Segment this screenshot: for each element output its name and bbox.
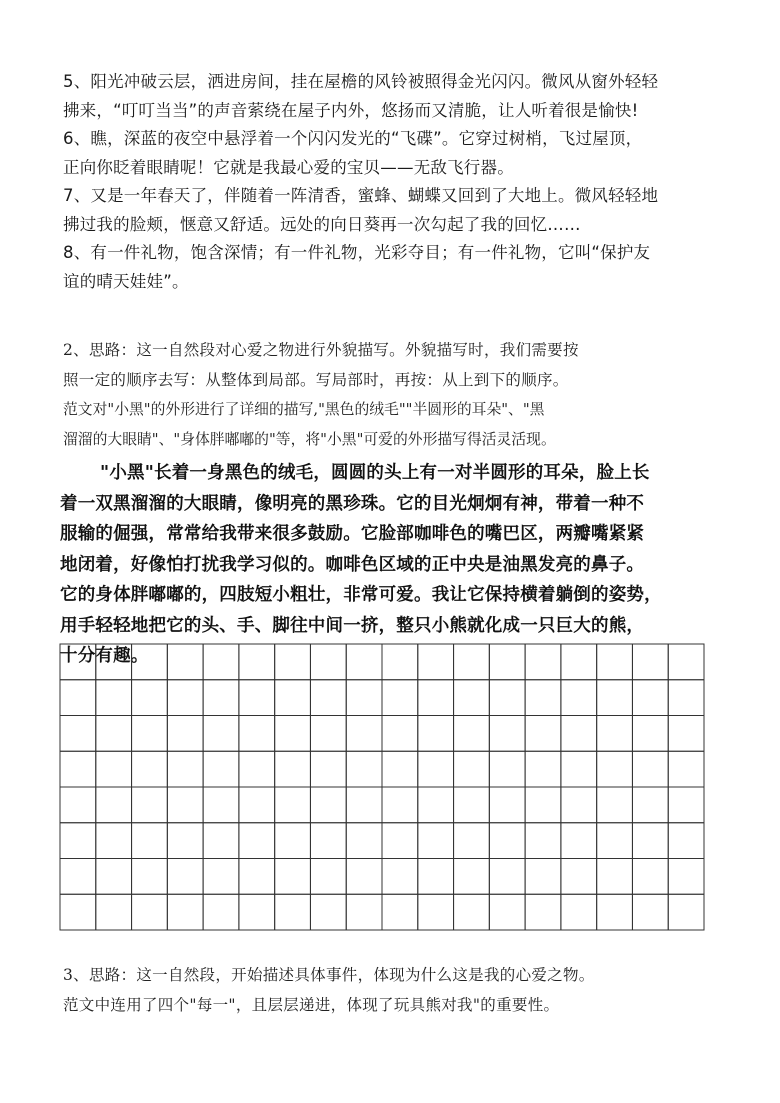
grid-cell[interactable] xyxy=(275,823,311,859)
grid-cell[interactable] xyxy=(346,787,382,823)
grid-cell[interactable] xyxy=(132,787,168,823)
grid-cell[interactable] xyxy=(96,644,132,680)
grid-cell[interactable] xyxy=(167,716,203,752)
grid-cell[interactable] xyxy=(96,787,132,823)
grid-cell[interactable] xyxy=(418,680,454,716)
grid-cell[interactable] xyxy=(382,787,418,823)
grid-cell[interactable] xyxy=(525,751,561,787)
grid-cell[interactable] xyxy=(203,859,239,895)
grid-cell[interactable] xyxy=(489,859,525,895)
grid-cell[interactable] xyxy=(275,716,311,752)
grid-cell[interactable] xyxy=(239,894,275,930)
note-line: 2、思路：这一自然段对心爱之物进行外貌描写。外貌描写时，我们需要按 xyxy=(63,341,579,359)
grid-cell[interactable] xyxy=(310,644,346,680)
grid-cell[interactable] xyxy=(525,716,561,752)
grid-cell[interactable] xyxy=(418,823,454,859)
grid-cell[interactable] xyxy=(632,859,668,895)
grid-cell[interactable] xyxy=(454,859,490,895)
grid-cell[interactable] xyxy=(275,644,311,680)
grid-cell[interactable] xyxy=(275,751,311,787)
grid-cell[interactable] xyxy=(632,894,668,930)
note-line: 照一定的顺序去写：从整体到局部。写局部时，再按：从上到下的顺序。 xyxy=(63,370,569,389)
example-line: 5、阳光冲破云层，洒进房间，挂在屋檐的风铃被照得金光闪闪。微风从窗外轻轻 xyxy=(63,72,659,91)
thinking-note-2 xyxy=(63,336,725,454)
grid-cell[interactable] xyxy=(275,859,311,895)
grid-cell[interactable] xyxy=(239,751,275,787)
grid-cell[interactable] xyxy=(489,787,525,823)
grid-cell[interactable] xyxy=(418,716,454,752)
grid-cell[interactable] xyxy=(668,751,704,787)
grid-cell[interactable] xyxy=(489,644,525,680)
grid-cell[interactable] xyxy=(132,716,168,752)
grid-cell[interactable] xyxy=(167,859,203,895)
grid-cell[interactable] xyxy=(346,644,382,680)
grid-cell[interactable] xyxy=(132,680,168,716)
grid-cell[interactable] xyxy=(632,787,668,823)
grid-cell[interactable] xyxy=(597,680,633,716)
grid-cell[interactable] xyxy=(167,823,203,859)
grid-cell[interactable] xyxy=(489,716,525,752)
grid-cell[interactable] xyxy=(167,894,203,930)
grid-cell[interactable] xyxy=(382,894,418,930)
grid-cell[interactable] xyxy=(60,644,96,680)
example-line: 谊的晴天娃娃”。 xyxy=(63,271,189,291)
grid-cell[interactable] xyxy=(132,644,168,680)
grid-cell[interactable] xyxy=(668,823,704,859)
grid-cell[interactable] xyxy=(525,680,561,716)
grid-cell[interactable] xyxy=(525,644,561,680)
grid-cell[interactable] xyxy=(454,716,490,752)
grid-cell[interactable] xyxy=(239,787,275,823)
grid-cell[interactable] xyxy=(167,751,203,787)
grid-cell[interactable] xyxy=(239,859,275,895)
grid-cell[interactable] xyxy=(561,716,597,752)
grid-cell[interactable] xyxy=(382,680,418,716)
note-line: 范文中连用了四个"每一"，且层层递进，体现了玩具熊对我"的重要性。 xyxy=(63,995,560,1014)
grid-cell[interactable] xyxy=(597,823,633,859)
grid-cell[interactable] xyxy=(167,644,203,680)
grid-cell[interactable] xyxy=(60,680,96,716)
note-line: 3、思路：这一自然段，开始描述具体事件，体现为什么这是我的心爱之物。 xyxy=(63,966,595,984)
example-line: 拂来，“叮叮当当”的声音萦绕在屋子内外，悠扬而又清脆，让人听着很是愉快! xyxy=(63,100,639,120)
grid-cell[interactable] xyxy=(346,894,382,930)
grid-cell[interactable] xyxy=(561,751,597,787)
grid-cell[interactable] xyxy=(275,787,311,823)
grid-cell[interactable] xyxy=(310,751,346,787)
writing-grid-svg[interactable] xyxy=(59,643,705,931)
grid-cell[interactable] xyxy=(346,859,382,895)
grid-cell[interactable] xyxy=(60,751,96,787)
essay-line: 地闭着，好像怕打扰我学习似的。咖啡色区域的正中央是油黑发亮的鼻子。 xyxy=(60,554,645,575)
grid-cell[interactable] xyxy=(668,787,704,823)
grid-cell[interactable] xyxy=(167,680,203,716)
grid-cell[interactable] xyxy=(60,787,96,823)
grid-cell[interactable] xyxy=(597,894,633,930)
essay-line: 用手轻轻地把它的头、手、脚往中间一挤，整只小熊就化成一只巨大的熊， xyxy=(60,615,645,636)
grid-cell[interactable] xyxy=(382,644,418,680)
grid-cell[interactable] xyxy=(203,823,239,859)
grid-cell[interactable] xyxy=(96,859,132,895)
grid-cell[interactable] xyxy=(489,751,525,787)
grid-cell[interactable] xyxy=(346,823,382,859)
grid-cell[interactable] xyxy=(96,680,132,716)
grid-cell[interactable] xyxy=(346,716,382,752)
grid-cell[interactable] xyxy=(203,716,239,752)
grid-cell[interactable] xyxy=(239,716,275,752)
grid-cell[interactable] xyxy=(597,787,633,823)
essay-line: 着一双黑溜溜的大眼睛，像明亮的黑珍珠。它的目光炯炯有神，带着一种不 xyxy=(60,493,645,514)
grid-cell[interactable] xyxy=(561,787,597,823)
grid-cell[interactable] xyxy=(310,680,346,716)
grid-cell[interactable] xyxy=(632,823,668,859)
grid-cell[interactable] xyxy=(310,859,346,895)
grid-cell[interactable] xyxy=(561,680,597,716)
grid-cell[interactable] xyxy=(310,787,346,823)
example-line: 6、瞧，深蓝的夜空中悬浮着一个闪闪发光的“飞碟”。它穿过树梢，飞过屋顶， xyxy=(63,129,643,148)
grid-cell[interactable] xyxy=(418,644,454,680)
grid-cell[interactable] xyxy=(96,751,132,787)
example-line: 7、又是一年春天了，伴随着一阵清香，蜜蜂、蝴蝶又回到了大地上。微风轻轻地 xyxy=(63,186,659,205)
grid-cell[interactable] xyxy=(167,787,203,823)
grid-cell[interactable] xyxy=(489,680,525,716)
note-line: 溜溜的大眼睛"、"身体胖嘟嘟的"等，将"小黑"可爱的外形描写得活灵活现。 xyxy=(63,430,556,448)
grid-cell[interactable] xyxy=(454,751,490,787)
grid-cell[interactable] xyxy=(239,823,275,859)
grid-cell[interactable] xyxy=(632,680,668,716)
essay-line: "小黑"长着一身黑色的绒毛，圆圆的头上有一对半圆形的耳朵，脸上长 xyxy=(100,463,650,483)
grid-cell[interactable] xyxy=(668,716,704,752)
grid-cell[interactable] xyxy=(310,894,346,930)
grid-cell[interactable] xyxy=(418,859,454,895)
opening-examples-list xyxy=(63,68,723,296)
grid-cell[interactable] xyxy=(203,751,239,787)
thinking-note-3 xyxy=(63,961,725,1020)
grid-cell[interactable] xyxy=(310,823,346,859)
grid-cell[interactable] xyxy=(275,680,311,716)
grid-cell[interactable] xyxy=(597,859,633,895)
grid-cell[interactable] xyxy=(632,716,668,752)
grid-cell[interactable] xyxy=(239,644,275,680)
grid-cell[interactable] xyxy=(132,894,168,930)
example-line: 正向你眨着眼睛呢！它就是我最心爱的宝贝——无敌飞行器。 xyxy=(63,157,514,177)
grid-cell[interactable] xyxy=(454,644,490,680)
grid-cell[interactable] xyxy=(132,823,168,859)
essay-line: 服输的倔强，常常给我带来很多鼓励。它脸部咖啡色的嘴巴区，两瓣嘴紧紧 xyxy=(60,524,645,544)
grid-cell[interactable] xyxy=(96,716,132,752)
grid-cell[interactable] xyxy=(561,644,597,680)
grid-cell[interactable] xyxy=(668,894,704,930)
grid-cell[interactable] xyxy=(668,644,704,680)
grid-cell[interactable] xyxy=(382,716,418,752)
grid-cell[interactable] xyxy=(597,751,633,787)
grid-cell[interactable] xyxy=(346,680,382,716)
grid-cell[interactable] xyxy=(525,787,561,823)
grid-cell[interactable] xyxy=(632,644,668,680)
grid-cell[interactable] xyxy=(454,823,490,859)
grid-cell[interactable] xyxy=(597,644,633,680)
example-line: 8、有一件礼物，饱含深情；有一件礼物，光彩夺目；有一件礼物，它叫“保护友 xyxy=(63,243,651,262)
writing-grid[interactable] xyxy=(59,643,705,931)
grid-cell[interactable] xyxy=(668,680,704,716)
grid-cell[interactable] xyxy=(346,751,382,787)
grid-cell[interactable] xyxy=(382,751,418,787)
grid-cell[interactable] xyxy=(60,823,96,859)
grid-cell[interactable] xyxy=(275,894,311,930)
grid-cell[interactable] xyxy=(60,859,96,895)
note-line: 范文对"小黑"的外形进行了详细的描写,"黑色的绒毛""半圆形的耳朵"、"黑 xyxy=(63,401,545,418)
grid-cell[interactable] xyxy=(632,751,668,787)
grid-cell[interactable] xyxy=(132,751,168,787)
grid-cell[interactable] xyxy=(454,680,490,716)
model-essay-paragraph xyxy=(60,458,728,672)
essay-line: 十分有趣。 xyxy=(60,646,149,666)
grid-cell[interactable] xyxy=(418,751,454,787)
grid-cell[interactable] xyxy=(561,859,597,895)
grid-cell[interactable] xyxy=(382,859,418,895)
grid-cell[interactable] xyxy=(418,787,454,823)
grid-cell[interactable] xyxy=(418,894,454,930)
grid-cell[interactable] xyxy=(310,716,346,752)
grid-cell[interactable] xyxy=(525,823,561,859)
grid-cell[interactable] xyxy=(132,859,168,895)
grid-cell[interactable] xyxy=(96,894,132,930)
grid-cell[interactable] xyxy=(668,859,704,895)
essay-line: 它的身体胖嘟嘟的，四肢短小粗壮，非常可爱。我让它保持横着躺倒的姿势， xyxy=(60,585,662,605)
grid-cell[interactable] xyxy=(96,823,132,859)
grid-cell[interactable] xyxy=(525,894,561,930)
example-line: 拂过我的脸颊，惬意又舒适。远处的向日葵再一次勾起了我的回忆…… xyxy=(63,214,581,234)
grid-cell[interactable] xyxy=(203,894,239,930)
grid-cell[interactable] xyxy=(525,859,561,895)
grid-cell[interactable] xyxy=(60,894,96,930)
grid-cell[interactable] xyxy=(489,823,525,859)
grid-cell[interactable] xyxy=(454,787,490,823)
grid-cell[interactable] xyxy=(203,644,239,680)
grid-cell[interactable] xyxy=(454,894,490,930)
grid-cell[interactable] xyxy=(203,680,239,716)
grid-cell[interactable] xyxy=(382,823,418,859)
grid-cell[interactable] xyxy=(597,716,633,752)
grid-cell[interactable] xyxy=(561,823,597,859)
grid-cell[interactable] xyxy=(239,680,275,716)
grid-cell[interactable] xyxy=(489,894,525,930)
grid-cell[interactable] xyxy=(203,787,239,823)
grid-cell[interactable] xyxy=(561,894,597,930)
grid-cell[interactable] xyxy=(60,716,96,752)
